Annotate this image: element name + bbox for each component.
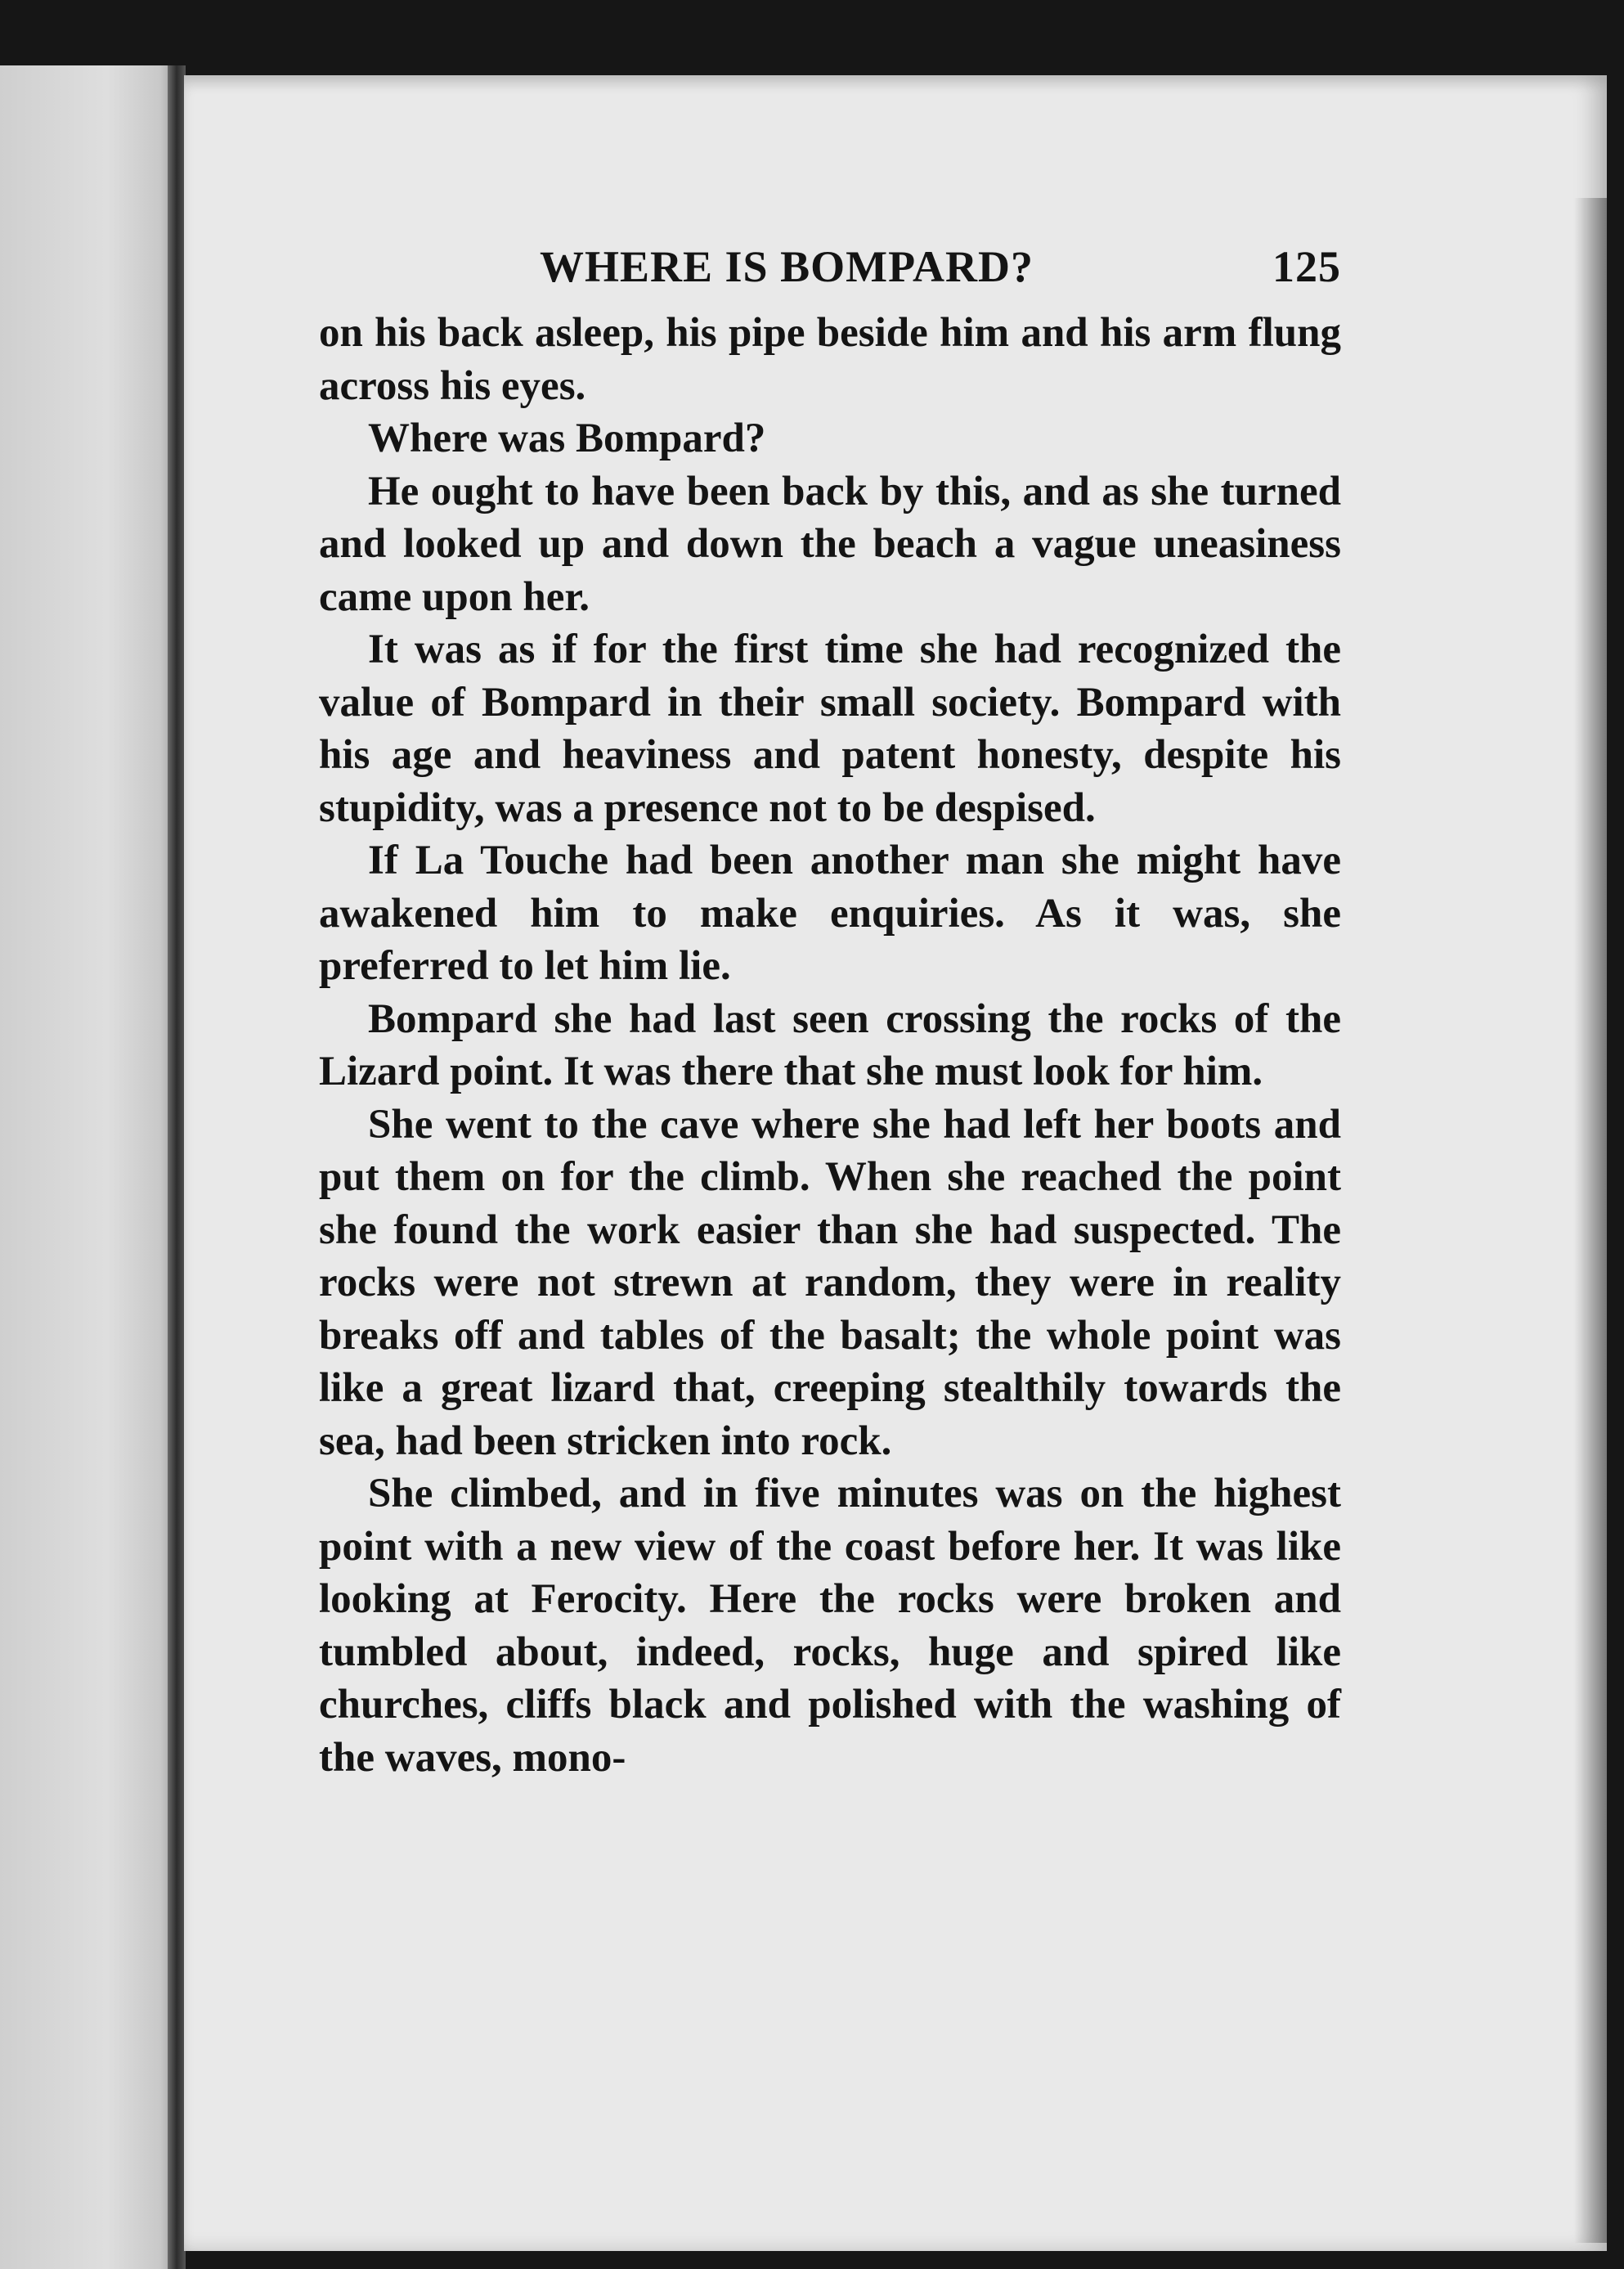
page-text-block	[319, 241, 1341, 1784]
paragraph: Where was Bompard?	[368, 416, 766, 461]
page-shadow	[1574, 198, 1607, 2243]
chapter-title: WHERE IS BOMPARD?	[540, 242, 1034, 291]
paragraph: It was as if for the first time she had recognized the value of Bompard in their small society. Bompard with his age and heaviness and patent honesty, despite his stupidity, was a presence not to be despised.	[319, 627, 1341, 831]
running-head	[319, 241, 1341, 307]
paragraph: She went to the cave where she had left her boots and put them on for the climb. When she reached the point she found the work easier than she had suspected. The rocks were not strewn at random, they were in reality breaks off and tables of the basalt; the whole point was like a great lizard that, creeping stealthily towards the sea, had been stricken into rock.	[319, 1101, 1341, 1464]
paragraph-continuation: on his back asleep, his pipe beside him and his arm flung across his eyes.	[319, 310, 1341, 409]
paragraph: Bompard she had last seen crossing the rocks of the Lizard point. It was there that she must look for him.	[319, 995, 1341, 1094]
paragraph: He ought to have been back by this, and as she turned and looked up and down the beach a vague uneasiness came upon her.	[319, 468, 1341, 620]
facing-page-edge	[0, 65, 178, 2269]
paragraph: She climbed, and in five minutes was on the highest point with a new view of the coast before her. It was like looking at Ferocity. Here the rocks were broken and tumbled about, indeed, rocks, huge and spired like churches, cliffs black and polished with the washing of the waves, mono-	[319, 1471, 1341, 1781]
book-gutter	[168, 65, 186, 2269]
paragraph: If La Touche had been another man she might have awakened him to make enquiries. As it was, she preferred to let him lie.	[319, 838, 1341, 989]
page-number: 125	[1272, 242, 1341, 291]
